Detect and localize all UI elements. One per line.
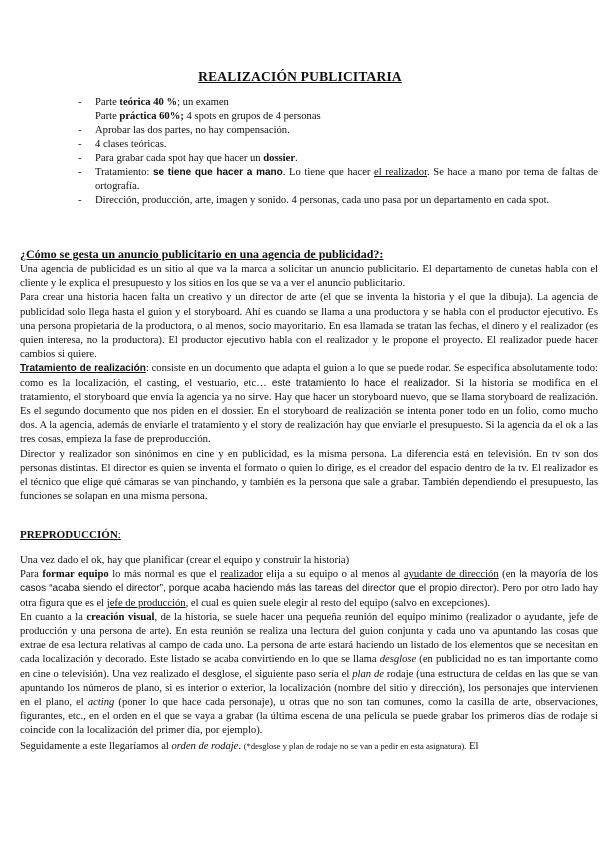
course-info-list xyxy=(78,96,598,208)
section-body xyxy=(20,554,598,754)
paragraph-text: (poner lo que hace cada personaje), u otras que no son tan comunes, como la casilla de arte, observaciones, figurantes, etc., en el orden en el que se vaya a grabar (la última escena de una película se puede grabar los primeros días de rodaje si coincide con la localización del primer día, por ejemplo). xyxy=(20,697,598,737)
paragraph-text: . xyxy=(238,740,244,752)
paragraph-italic: plan de xyxy=(352,668,384,680)
paragraph xyxy=(20,568,598,611)
list-item-text: Dirección, producción, arte, imagen y sonido. 4 personas, cada uno pasa por un departamento en cada spot. xyxy=(95,195,550,206)
paragraph: Una vez dado el ok, hay que planificar (crear el equipo y construir la historia) xyxy=(20,555,350,566)
list-item xyxy=(78,138,598,152)
list-item xyxy=(78,166,598,194)
list-item-bold: se tiene que hacer a mano xyxy=(152,167,283,178)
paragraph xyxy=(20,362,598,447)
paragraph-text: , de la historia, se suele hacer una pequeña reunión del equipo mínimo (realizador o ayudante, jefe de producción y una persona de arte). En esta reunión se realiza una lectura del guion conjunta y cada uno va apuntando las cosas que extrae de esa lectura relativas al campo de cada uno. La persona de arte estará haciendo un listado de los elementos que se necesitan en cada localización y decorado. Este listado se acaba convirtiendo en lo que se llama xyxy=(20,611,598,666)
paragraph-text: : consiste en un documento que adapta el guion a lo que se puede rodar. Se especifica absolutamente todo: como es la localización, el casting, el vestuario, etc… xyxy=(20,363,598,389)
paragraph-bold: creación visual xyxy=(86,611,155,623)
list-item-bold: práctica 60%; xyxy=(119,111,184,122)
paragraph-text: rodaje (una estructura de celdas en las que se van apuntando los números de plano, si es interior o exterior, la localización (nombre del sitio y dirección), los personajes que intervienen en el plano, el xyxy=(20,668,598,709)
list-item-text: ; un examen xyxy=(177,97,229,108)
paragraph-italic: orden de rodaje xyxy=(171,740,239,752)
list-item-text: . xyxy=(295,153,298,164)
list-item-text: . Lo tiene que hacer xyxy=(282,167,375,178)
paragraph: Una agencia de publicidad es un sitio al que va la marca a solicitar un anuncio publicitario. El departamento de cunetas habla con el cliente y le explica el presupuesto y los sitios en los que se va a ver el anuncio publicitario. xyxy=(20,264,598,290)
paragraph-note: (*desglose y plan de rodaje no se van a pedir en esta asignatura). xyxy=(243,740,467,751)
list-item-text: Tratamiento: xyxy=(95,167,153,178)
list-item-bold: dossier xyxy=(263,153,296,164)
list-item-bold: teórica 40 % xyxy=(119,97,178,108)
paragraph-text: director). Pero por otro lado hay otra figura que es el xyxy=(20,583,598,609)
section-body xyxy=(20,263,598,504)
list-item-text: Parte xyxy=(95,97,120,108)
list-item xyxy=(78,124,598,138)
list-item xyxy=(78,194,598,208)
list-item xyxy=(78,96,598,110)
paragraph: Para crear una historia hacen falta un creativo y un director de arte (el que se inventa la historia y el que la dibuja). La agencia de publicidad solo llega hasta el guion y el storyboard. Ahí es cuando se llama a una productora y se habla con el productor ejecutivo. Es una persona propietaria de la productora, o al menos, socio mayoritario. En esa llamada se tratan las fechas, el dinero y el realizador (es quien interesa, no la productora). El productor ejecutivo habla con el realizador y le propone el proyecto. El realizador puede hacer cambios si quiere. xyxy=(20,292,598,361)
list-item-text: Para grabar cada spot hay que hacer un xyxy=(95,153,264,164)
section-heading-colon: : xyxy=(117,529,121,541)
list-item-text: 4 clases teóricas. xyxy=(95,139,167,150)
paragraph xyxy=(20,739,598,754)
list-item-text: Parte xyxy=(95,111,120,122)
list-item-text: 4 spots en grupos de 4 personas xyxy=(183,111,321,122)
paragraph-text: Si la historia se modifica en el tratamiento, el storyboard que envía la agencia ya no sirve. Hay que hacer un storyboard nuevo, que se llama storyboard de realización. Es el segundo documento que nos piden en el dossier. En el storyboard de realización se intenta poner todo en un folio, como mucho dos. A la agencia, además de enviarle el tratamiento y el story de realización hay que enviarle el presupuesto. Si la agencia da el ok a las tres cosas, empieza la fase de preproducción. xyxy=(20,377,598,446)
document-title: REALIZACIÓN PUBLICITARIA xyxy=(198,69,402,84)
paragraph-underline: ayudante de dirección xyxy=(403,569,499,581)
term-label: Tratamiento de realización xyxy=(20,363,146,375)
paragraph-text: elija a su equipo o al menos al xyxy=(262,569,404,581)
paragraph-text: , el cual es quien suele elegir al resto del equipo (salvo en excepciones). xyxy=(185,597,491,609)
list-item xyxy=(78,110,598,124)
section-heading: ¿Cómo se gesta un anuncio publicitario en una agencia de publicidad?: xyxy=(20,247,384,261)
paragraph-text: Seguidamente a este llegaríamos al xyxy=(20,740,172,752)
paragraph-text: (en publicidad no es tan importante como en cine o televisión). Una vez realizado el desglose, el siguiente paso sería el xyxy=(20,654,598,680)
paragraph-text: El xyxy=(466,740,479,752)
paragraph-text: este tratamiento lo hace el realizador. xyxy=(271,377,451,389)
list-item xyxy=(78,152,598,166)
section-heading-text: PREPRODUCCIÓN xyxy=(20,529,118,541)
paragraph-text: En cuanto a la xyxy=(20,611,87,623)
paragraph-italic: acting xyxy=(87,697,115,709)
paragraph-text: Para xyxy=(20,569,43,581)
list-item-text: . Se hace a mano por tema de faltas de ortografía. xyxy=(95,167,598,192)
list-item-underline: el realizador xyxy=(374,167,428,178)
paragraph-text: lo más normal es que el xyxy=(108,569,221,581)
paragraph-text: (en xyxy=(498,569,520,581)
paragraph-italic: desglose xyxy=(379,654,417,666)
paragraph-text: la mayoría de los casos “acaba siendo el director”, porque acaba haciendo más las tareas del director que el propio xyxy=(20,569,598,595)
list-item-text: Aprobar las dos partes, no hay compensación. xyxy=(95,125,290,136)
paragraph-underline: realizador xyxy=(220,569,263,581)
paragraph xyxy=(20,611,598,739)
paragraph-bold: formar equipo xyxy=(42,569,109,581)
paragraph: Director y realizador son sinónimos en cine y en publicidad, es la misma persona. La diferencia está en televisión. En tv son dos personas distintas. El director es quien se inventa el formato o quien lo dirige, es el creador del espacio dentro de la tv. El realizador es el técnico que elige qué cámaras se van pinchando, y también es la persona que sale a grabar. También dependiendo el presupuesto, las funciones se solapan en una misma persona. xyxy=(20,448,598,503)
paragraph-underline: jefe de producción xyxy=(106,597,186,609)
section-heading xyxy=(20,528,121,542)
